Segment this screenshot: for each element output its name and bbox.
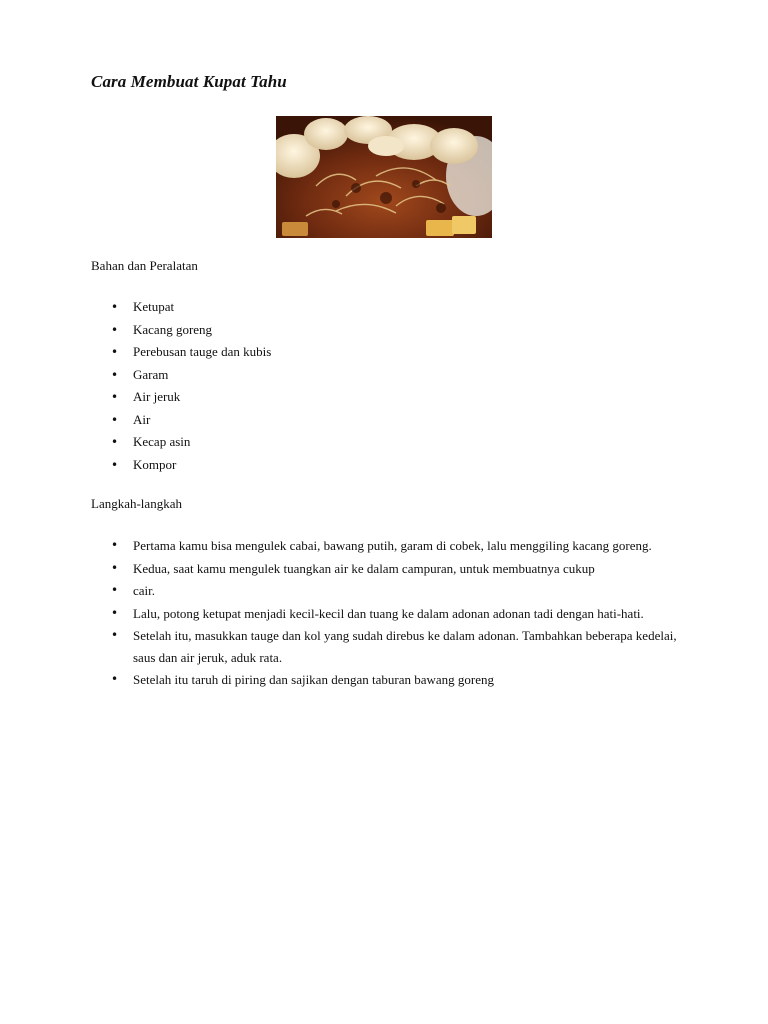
step-item: • Setelah itu, masukkan tauge dan kol yang sudah direbus ke dalam adonan. Tambahkan beberapa kedelai, saus dan air jeruk, aduk rata. (91, 625, 681, 668)
step-item: • Kedua, saat kamu mengulek tuangkan air ke dalam campuran, untuk membuatnya cukup (91, 558, 681, 580)
langkah-list (91, 535, 681, 692)
step-item: • Pertama kamu bisa mengulek cabai, bawang putih, garam di cobek, lalu menggiling kacang goreng. (91, 535, 681, 557)
list-item: • Air (91, 409, 681, 432)
list-item: • Garam (91, 364, 681, 387)
list-item: • Air jeruk (91, 386, 681, 409)
bahan-list (91, 296, 681, 476)
list-item: • Kacang goreng (91, 319, 681, 342)
langkah-heading: Langkah-langkah (91, 496, 182, 511)
step-item: • Lalu, potong ketupat menjadi kecil-kecil dan tuang ke dalam adonan adonan tadi dengan hati-hati. (91, 603, 681, 625)
bahan-heading: Bahan dan Peralatan (91, 258, 198, 273)
list-item: • Kompor (91, 454, 681, 477)
step-item: • Setelah itu taruh di piring dan sajikan dengan taburan bawang goreng (91, 669, 681, 691)
list-item: • Ketupat (91, 296, 681, 319)
step-item: • cair. (91, 580, 681, 602)
list-item: • Kecap asin (91, 431, 681, 454)
kupat-tahu-illustration (276, 116, 492, 238)
list-item: • Perebusan tauge dan kubis (91, 341, 681, 364)
document-title: Cara Membuat Kupat Tahu (91, 72, 287, 91)
kupat-tahu-photo (276, 116, 492, 238)
